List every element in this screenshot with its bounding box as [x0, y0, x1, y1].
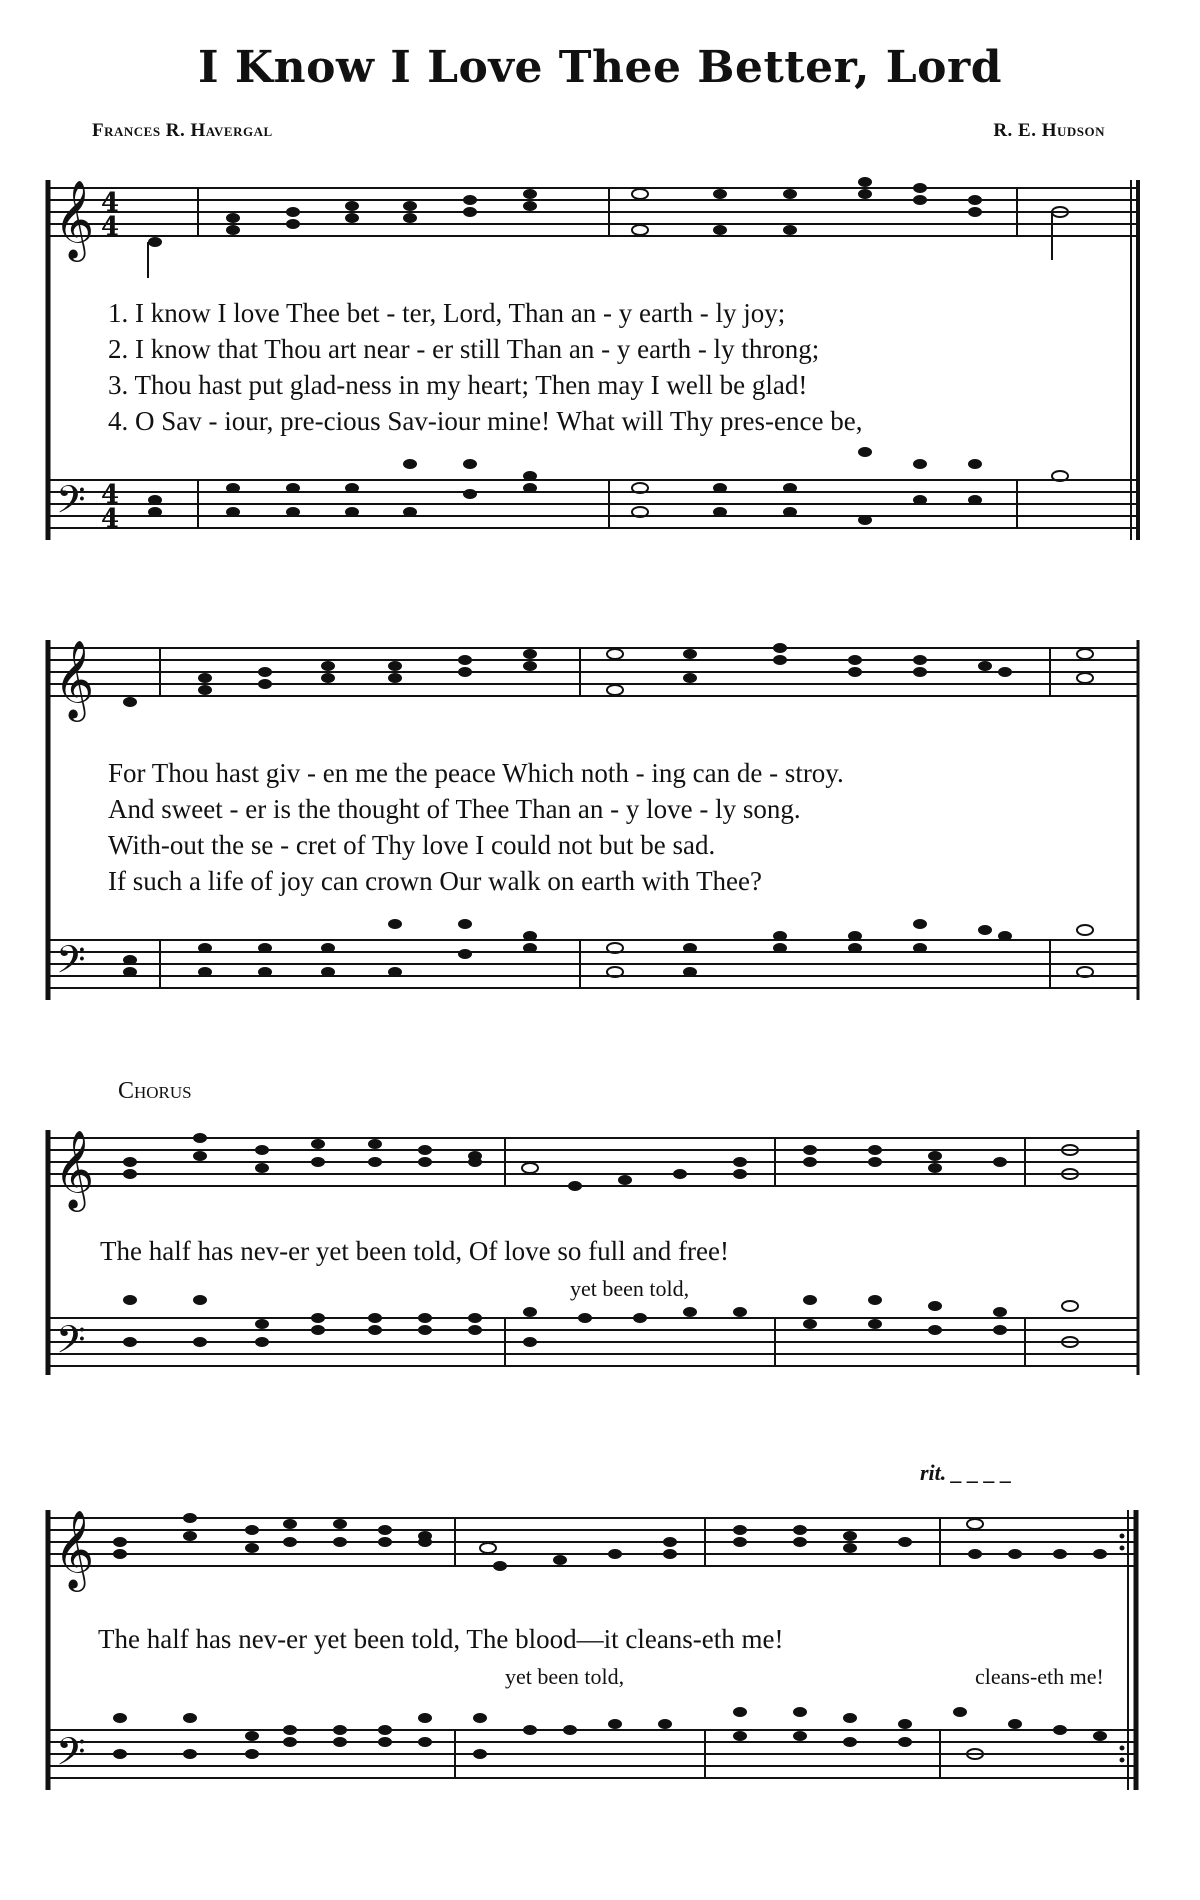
- svg-text:𝄞: 𝄞: [54, 1130, 95, 1209]
- verse3-line2: With-out the se - cret of Thy love I could not but be sad.: [108, 830, 716, 860]
- hymn-title: I Know I Love Thee Better, Lord: [198, 42, 1002, 93]
- verse4-line1: 4. O Sav - iour, pre-cious Sav-iour mine! What will Thy pres-ence be,: [108, 406, 863, 436]
- verse2-line2: And sweet - er is the thought of Thee Than an - y love - ly song.: [108, 794, 801, 824]
- chorus-line1: The half has nev-er yet been told, Of love so full and free!: [100, 1236, 730, 1266]
- svg-text:𝄢: 𝄢: [56, 937, 86, 991]
- chorus-line2: The half has nev-er yet been told, The blood—it cleans-eth me!: [98, 1624, 784, 1654]
- svg-text:4: 4: [101, 504, 120, 534]
- author-credit: Frances R. Havergal: [92, 120, 273, 141]
- svg-text:4: 4: [101, 188, 120, 218]
- verse3-line1: 3. Thou hast put glad-ness in my heart; Then may I well be glad!: [108, 370, 808, 400]
- svg-text:𝄢: 𝄢: [56, 1317, 86, 1371]
- chorus-line2-echo-end: cleans-eth me!: [975, 1664, 1104, 1689]
- svg-text:𝄢: 𝄢: [56, 477, 86, 531]
- svg-text:4: 4: [101, 212, 120, 242]
- chorus-label: Chorus: [118, 1078, 192, 1104]
- chorus-line2-echo: yet been told,: [505, 1664, 625, 1689]
- composer-credit: R. E. Hudson: [993, 120, 1105, 141]
- verse1-line2: For Thou hast giv - en me the peace Which noth - ing can de - stroy.: [108, 758, 844, 788]
- chorus-line1-echo: yet been told,: [570, 1276, 690, 1301]
- svg-text:𝄢: 𝄢: [56, 1729, 86, 1783]
- svg-text:𝄞: 𝄞: [54, 640, 95, 719]
- svg-text:𝄞: 𝄞: [54, 1510, 95, 1589]
- svg-text:4: 4: [101, 480, 120, 510]
- ritardando-mark: rit. _ _ _ _: [920, 1460, 1013, 1485]
- verse4-line2: If such a life of joy can crown Our walk on earth with Thee?: [108, 866, 763, 896]
- verse2-line1: 2. I know that Thou art near - er still Than an - y earth - ly throng;: [108, 334, 820, 364]
- svg-text:𝄞: 𝄞: [54, 180, 95, 259]
- verse1-line1: 1. I know I love Thee bet - ter, Lord, Than an - y earth - ly joy;: [108, 298, 786, 328]
